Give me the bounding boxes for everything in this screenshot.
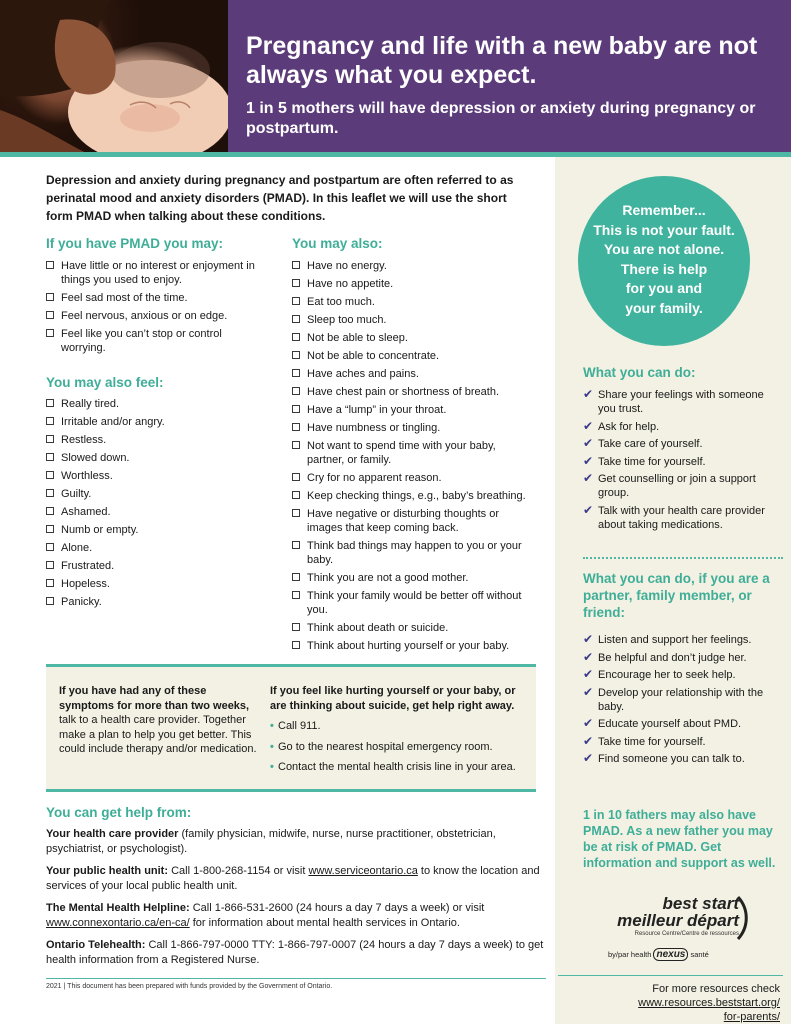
list-item: Think your family would be better off without you. bbox=[292, 589, 532, 617]
list-item: • Call 911. bbox=[270, 720, 321, 732]
list-item: Have chest pain or shortness of breath. bbox=[292, 385, 532, 399]
list-item: ✔ Ask for help. bbox=[583, 418, 660, 433]
checkbox-icon bbox=[46, 453, 54, 461]
checkbox-icon bbox=[46, 261, 54, 269]
page-subtitle: 1 in 5 mothers will have depression or anxiety during pregnancy or postpartum. bbox=[246, 100, 756, 137]
checkbox-icon bbox=[292, 369, 300, 377]
footer-note: 2021 | This document has been prepared with funds provided by the Government of Ontario. bbox=[46, 983, 333, 990]
list-item: Numb or empty. bbox=[46, 523, 266, 537]
checkmark-icon: ✔ bbox=[583, 667, 594, 681]
list-item: Think you are not a good mother. bbox=[292, 571, 532, 585]
serviceontario-link[interactable]: www.serviceontario.ca bbox=[308, 865, 418, 877]
list-item: Feel sad most of the time. bbox=[46, 291, 266, 305]
help-public-health: Your public health unit: Call 1-800-268-1154 or visit www.serviceontario.ca to know the location and services of your local public health unit. bbox=[46, 865, 540, 892]
list-item: Feel like you can’t stop or control worrying. bbox=[46, 327, 266, 355]
checkbox-icon bbox=[292, 387, 300, 395]
page-title: Pregnancy and life with a new baby are not always what you expect. bbox=[246, 32, 758, 89]
checkbox-icon bbox=[46, 525, 54, 533]
list-item: Alone. bbox=[46, 541, 266, 555]
list-item: ✔ Get counselling or join a support group. bbox=[583, 471, 756, 499]
symptoms-column-2 bbox=[292, 236, 532, 657]
bullet-icon: • bbox=[270, 740, 274, 753]
list-item: Guilty. bbox=[46, 487, 266, 501]
list-item: Have negative or disturbing thoughts or images that keep coming back. bbox=[292, 507, 532, 535]
checkmark-icon: ✔ bbox=[583, 684, 594, 699]
checkbox-icon bbox=[292, 573, 300, 581]
fathers-note: 1 in 10 fathers may also have PMAD. As a new father you may be at risk of PMAD. Get information and support as well. bbox=[583, 808, 776, 870]
section-heading-pmad: If you have PMAD you may: bbox=[46, 236, 224, 251]
list-item: ✔ Find someone you can talk to. bbox=[583, 751, 745, 765]
list-item: ✔ Take time for yourself. bbox=[583, 453, 706, 468]
checkbox-icon bbox=[46, 543, 54, 551]
checkbox-icon bbox=[46, 489, 54, 497]
list-item: Cry for no apparent reason. bbox=[292, 471, 532, 485]
list-item: ✔ Share your feelings with someone you trust. bbox=[583, 387, 764, 415]
list-item: ✔ Be helpful and don’t judge her. bbox=[583, 649, 747, 664]
list-item: Have no appetite. bbox=[292, 277, 532, 291]
checkmark-icon: ✔ bbox=[583, 436, 594, 450]
checkbox-icon bbox=[46, 435, 54, 443]
help-section bbox=[46, 805, 546, 968]
list-item: Have a “lump” in your throat. bbox=[292, 403, 532, 417]
list-item: Think about hurting yourself or your baby. bbox=[292, 639, 532, 653]
list-item: ✔ Take time for yourself. bbox=[583, 733, 706, 748]
checklist-feel bbox=[46, 397, 266, 609]
list-item: • Contact the mental health crisis line in your area. bbox=[270, 761, 516, 773]
callout-emergency: If you feel like hurting yourself or your baby, or are thinking about suicide, get help right away. • Call 911. • Go to the nearest hospital emergency room. • Contact the mental health crisis line in your area. bbox=[270, 684, 532, 775]
checkmark-icon: ✔ bbox=[583, 502, 594, 517]
checkmark-icon: ✔ bbox=[583, 649, 594, 664]
footer-divider bbox=[46, 978, 546, 979]
checkmark-icon: ✔ bbox=[583, 471, 594, 485]
list-item: Have no energy. bbox=[292, 259, 532, 273]
list-item: ✔ Listen and support her feelings. bbox=[583, 632, 752, 646]
checkbox-icon bbox=[292, 297, 300, 305]
sidebar-footer-divider bbox=[558, 975, 783, 976]
list-item: Really tired. bbox=[46, 397, 266, 411]
help-helpline: The Mental Health Helpline: Call 1-866-531-2600 (24 hours a day 7 days a week) or visit www.connexontario.ca/en-ca/ for information about mental health services in Ontario. bbox=[46, 902, 485, 929]
checkbox-icon bbox=[292, 591, 300, 599]
checkbox-icon bbox=[46, 597, 54, 605]
checkbox-icon bbox=[292, 423, 300, 431]
list-item: ✔ Develop your relationship with the baby. bbox=[583, 684, 764, 713]
section-heading-also: You may also: bbox=[292, 236, 383, 251]
list-item: Feel nervous, anxious or on edge. bbox=[46, 309, 266, 323]
section-heading-what: What you can do: bbox=[583, 365, 696, 380]
list-item: Keep checking things, e.g., baby’s breathing. bbox=[292, 489, 532, 503]
intro-paragraph: Depression and anxiety during pregnancy and postpartum are often referred to as perinatal mood and anxiety disorders (PMAD). In this leaflet we will use the short form PMAD when talking about these conditions. bbox=[46, 173, 514, 223]
checkmark-icon: ✔ bbox=[583, 632, 594, 646]
checklist-what bbox=[583, 388, 783, 532]
logo-arc-icon bbox=[735, 895, 749, 941]
help-provider: Your health care provider (family physician, midwife, nurse, nurse practitioner, obstetrician, psychiatrist, or psychologist). bbox=[46, 828, 496, 855]
what-you-can-do bbox=[583, 365, 783, 535]
list-item: Sleep too much. bbox=[292, 313, 532, 327]
bullet-icon: • bbox=[270, 761, 274, 773]
checkbox-icon bbox=[46, 329, 54, 337]
symptoms-column-1 bbox=[46, 236, 266, 613]
checkmark-icon: ✔ bbox=[583, 453, 594, 468]
checkbox-icon bbox=[292, 315, 300, 323]
section-heading-feel: You may also feel: bbox=[46, 375, 164, 390]
checkbox-icon bbox=[46, 293, 54, 301]
list-item: Have numbness or tingling. bbox=[292, 421, 532, 435]
checklist-partner bbox=[583, 633, 783, 766]
checkbox-icon bbox=[46, 311, 54, 319]
checklist-pmad bbox=[46, 259, 266, 355]
sidebar-dotted-divider bbox=[583, 557, 783, 559]
checkbox-icon bbox=[292, 333, 300, 341]
list-item: Eat too much. bbox=[292, 295, 532, 309]
checkbox-icon bbox=[292, 473, 300, 481]
checkbox-icon bbox=[292, 279, 300, 287]
reminder-circle: Remember... This is not your fault. You are not alone. There is help for you and your family. bbox=[578, 176, 750, 346]
checkmark-icon: ✔ bbox=[583, 733, 594, 748]
list-item: ✔ Encourage her to seek help. bbox=[583, 667, 736, 681]
list-item: Have little or no interest or enjoyment in things you used to enjoy. bbox=[46, 259, 266, 287]
checkbox-icon bbox=[46, 417, 54, 425]
checklist-also bbox=[292, 259, 532, 653]
list-item: Slowed down. bbox=[46, 451, 266, 465]
list-item: Think bad things may happen to you or your baby. bbox=[292, 539, 532, 567]
list-item: Restless. bbox=[46, 433, 266, 447]
list-item: Think about death or suicide. bbox=[292, 621, 532, 635]
checkbox-icon bbox=[46, 579, 54, 587]
checkbox-icon bbox=[292, 405, 300, 413]
section-heading-help: You can get help from: bbox=[46, 805, 192, 820]
checkmark-icon: ✔ bbox=[583, 716, 594, 730]
section-heading-partner: What you can do, if you are a partner, family member, or friend: bbox=[583, 571, 770, 620]
checkbox-icon bbox=[46, 399, 54, 407]
checkbox-icon bbox=[46, 561, 54, 569]
help-telehealth: Ontario Telehealth: Call 1-866-797-0000 TTY: 1-866-797-0007 (24 hours a day 7 days a week) to get health information from a Registered Nurse. bbox=[46, 939, 544, 966]
resources-link[interactable]: www.resources.beststart.org/ for-parents/ bbox=[638, 997, 780, 1023]
checkbox-icon bbox=[292, 641, 300, 649]
checkbox-icon bbox=[292, 261, 300, 269]
checkbox-icon bbox=[46, 507, 54, 515]
checkmark-icon: ✔ bbox=[583, 751, 594, 765]
list-item: ✔ Educate yourself about PMD. bbox=[583, 716, 742, 730]
checkbox-icon bbox=[46, 471, 54, 479]
bullet-icon: • bbox=[270, 720, 274, 732]
checkbox-icon bbox=[292, 509, 300, 517]
list-item: Worthless. bbox=[46, 469, 266, 483]
list-item: • Go to the nearest hospital emergency room. bbox=[270, 740, 493, 753]
connexontario-link[interactable]: www.connexontario.ca/en-ca/ bbox=[46, 917, 190, 929]
list-item: Frustrated. bbox=[46, 559, 266, 573]
mother-baby-photo bbox=[0, 0, 228, 155]
best-start-logo: best start meilleur départ Resource Centre/Centre de ressources by/par health nexus santé bbox=[583, 895, 783, 965]
checkbox-icon bbox=[292, 541, 300, 549]
list-item: Not want to spend time with your baby, partner, or family. bbox=[292, 439, 532, 467]
checkbox-icon bbox=[292, 351, 300, 359]
checkbox-icon bbox=[292, 623, 300, 631]
list-item: Not be able to sleep. bbox=[292, 331, 532, 345]
checkmark-icon: ✔ bbox=[583, 418, 594, 433]
list-item: ✔ Take care of yourself. bbox=[583, 436, 703, 450]
list-item: ✔ Talk with your health care provider about taking medications. bbox=[583, 502, 765, 531]
list-item: Irritable and/or angry. bbox=[46, 415, 266, 429]
urgent-callout-box bbox=[46, 664, 536, 792]
checkbox-icon bbox=[292, 491, 300, 499]
checkbox-icon bbox=[292, 441, 300, 449]
list-item: Hopeless. bbox=[46, 577, 266, 591]
callout-two-weeks: If you have had any of these symptoms for more than two weeks, talk to a health care provider. Together make a plan to help you get better. This could include therapy and/or medication. bbox=[59, 685, 257, 755]
partner-section bbox=[583, 570, 783, 770]
list-item: Not be able to concentrate. bbox=[292, 349, 532, 363]
resources-note: For more resources check www.resources.beststart.org/ for-parents/ bbox=[638, 983, 780, 1023]
list-item: Ashamed. bbox=[46, 505, 266, 519]
checkmark-icon: ✔ bbox=[583, 387, 594, 401]
list-item: Panicky. bbox=[46, 595, 266, 609]
list-item: Have aches and pains. bbox=[292, 367, 532, 381]
